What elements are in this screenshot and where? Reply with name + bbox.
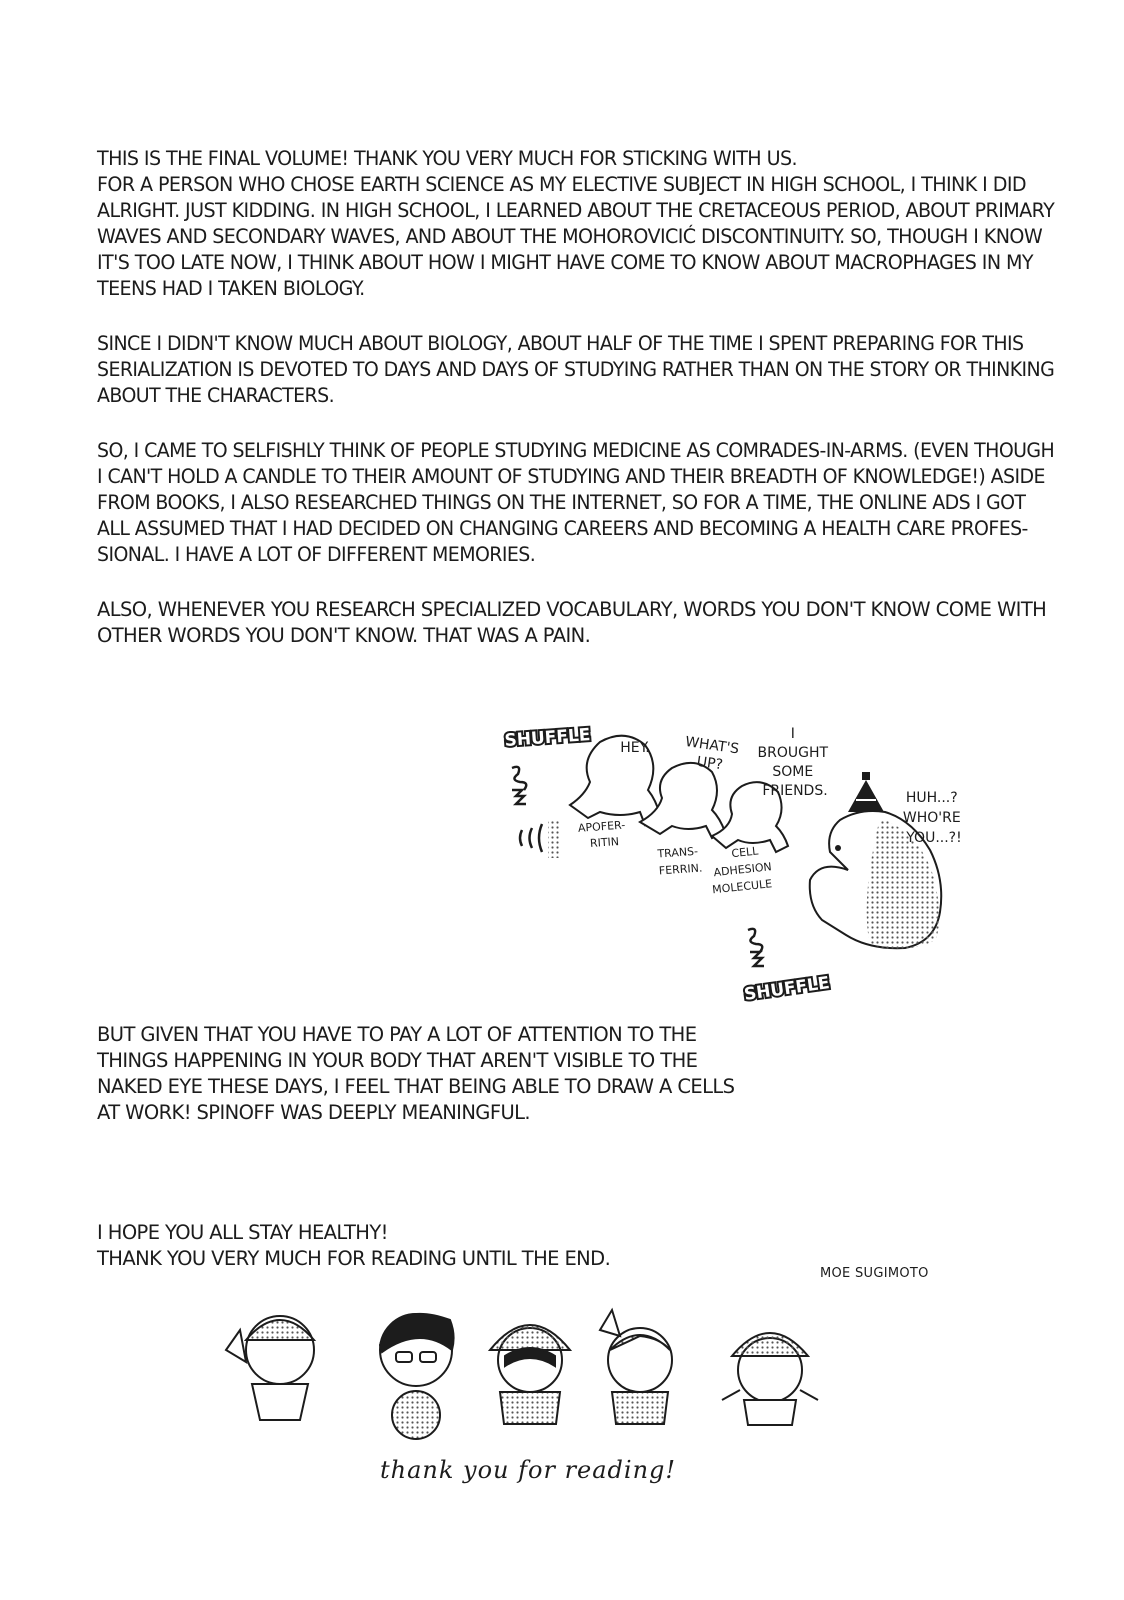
text-line: AT WORK! SPINOFF WAS DEEPLY MEANINGFUL. [97,1101,530,1124]
chibi-character-2 [380,1314,454,1439]
text-line: BUT GIVEN THAT YOU HAVE TO PAY A LOT OF ATTENTION TO THE [97,1023,697,1046]
label-line: TRANS- [657,844,699,861]
speech-line: UP? [695,753,724,774]
speech-line: WHO'RE [902,810,961,826]
text-line: IT'S TOO LATE NOW, I THINK ABOUT HOW I MIGHT HAVE COME TO KNOW ABOUT MACROPHAGES IN MY [97,251,1034,274]
text-line: ALSO, WHENEVER YOU RESEARCH SPECIALIZED VOCABULARY, WORDS YOU DON'T KNOW COME WITH [97,598,1047,621]
text-line: WAVES AND SECONDARY WAVES, AND ABOUT THE MOHOROVICIĆ DISCONTINUITY. SO, THOUGH I KNOW [97,225,1043,248]
label-line: APOFER- [577,818,626,835]
label-apoferritin [578,818,631,850]
protein-characters [570,736,788,852]
text-line: FROM BOOKS, I ALSO RESEARCHED THINGS ON THE INTERNET, SO FOR A TIME, THE ONLINE ADS I GOT [97,491,1026,514]
chibi-character-5 [722,1333,818,1425]
sfx-shuffle-bottom: SHUFFLE [742,973,831,1005]
text-line: TEENS HAD I TAKEN BIOLOGY. [97,277,365,300]
speech-line: FRIENDS. [762,783,828,799]
speech-line: WHAT'S [684,734,741,758]
speech-line: I [790,726,795,742]
text-line: I HOPE YOU ALL STAY HEALTHY! [97,1221,388,1244]
text-line: ALRIGHT. JUST KIDDING. IN HIGH SCHOOL, I LEARNED ABOUT THE CRETACEOUS PERIOD, ABOUT PRIMARY [97,199,1055,222]
text-line: SERIALIZATION IS DEVOTED TO DAYS AND DAYS OF STUDYING RATHER THAN ON THE STORY OR THINKING [97,358,1055,381]
chibi-character-1 [226,1316,314,1420]
speech-brought-friends [758,726,833,799]
label-line: CELL [730,844,759,861]
speech-line: BROUGHT [757,745,829,761]
speech-line: SOME [772,764,814,780]
label-line: FERRIN. [658,861,703,878]
label-cell-adhesion-molecule [708,843,778,897]
text-line: SO, I CAME TO SELFISHLY THINK OF PEOPLE STUDYING MEDICINE AS COMRADES-IN-ARMS. (EVEN THOUGH [97,439,1055,462]
chibi-character-4 [600,1310,672,1424]
speech-huh-whore-you [903,790,965,846]
speech-line: HUH...? [905,790,958,806]
text-line: FOR A PERSON WHO CHOSE EARTH SCIENCE AS MY ELECTIVE SUBJECT IN HIGH SCHOOL, I THINK I DID [97,173,1026,196]
label-line: RITIN [589,835,620,851]
text-line: THIS IS THE FINAL VOLUME! THANK YOU VERY MUCH FOR STICKING WITH US. [97,147,797,170]
sfx-shuffle-top: SHUFFLE [503,725,592,751]
text-line: OTHER WORDS YOU DON'T KNOW. THAT WAS A PAIN. [97,624,591,647]
chibi-characters [226,1310,818,1439]
text-line: THANK YOU VERY MUCH FOR READING UNTIL THE END. [97,1247,611,1270]
label-transferrin [656,844,703,877]
author-signature: MOE SUGIMOTO [820,1266,929,1281]
label-line: MOLECULE [711,877,773,897]
text-line: I CAN'T HOLD A CANDLE TO THEIR AMOUNT OF STUDYING AND THEIR BREADTH OF KNOWLEDGE!) ASIDE [97,465,1045,488]
text-line: ALL ASSUMED THAT I HAD DECIDED ON CHANGING CAREERS AND BECOMING A HEALTH CARE PROFES- [97,517,1028,540]
chibi-character-3 [490,1325,570,1424]
motion-lines [520,820,560,858]
text-line: SINCE I DIDN'T KNOW MUCH ABOUT BIOLOGY, ABOUT HALF OF THE TIME I SPENT PREPARING FOR THIS [97,332,1024,355]
text-line: THINGS HAPPENING IN YOUR BODY THAT AREN'T VISIBLE TO THE [97,1049,698,1072]
label-line: ADHESION [712,860,773,880]
speech-hey: HEY. [620,740,650,756]
speech-line: YOU...?! [906,830,962,846]
text-line: NAKED EYE THESE DAYS, I FEEL THAT BEING ABLE TO DRAW A CELLS [97,1075,735,1098]
text-line: SIONAL. I HAVE A LOT OF DIFFERENT MEMORIES. [97,543,536,566]
thank-you-for-reading-text: thank you for reading! [380,1456,677,1484]
text-line: ABOUT THE CHARACTERS. [97,384,335,407]
